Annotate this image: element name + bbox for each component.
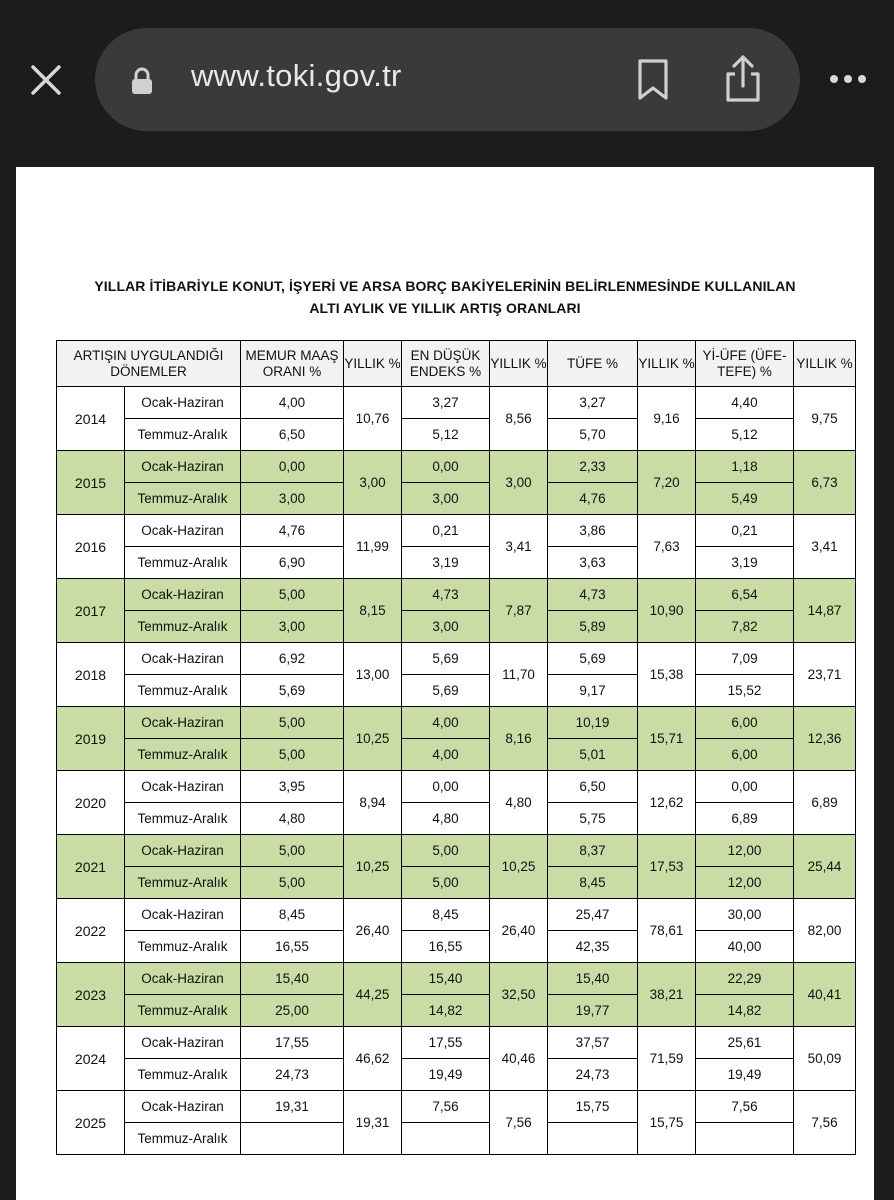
ufe-cell: 7,56 — [696, 1091, 794, 1123]
table-row — [57, 803, 856, 835]
document-page — [16, 167, 874, 1200]
ufe-yearly-cell: 40,41 — [794, 963, 856, 1027]
tufe-yearly-cell: 7,63 — [638, 515, 696, 579]
table-row — [57, 899, 856, 931]
ufe-cell: 30,00 — [696, 899, 794, 931]
memur-cell: 0,00 — [241, 451, 344, 483]
memur-cell: 4,80 — [241, 803, 344, 835]
memur-cell — [241, 1123, 344, 1155]
period-cell: Ocak-Haziran — [125, 515, 241, 547]
ufe-cell: 6,89 — [696, 803, 794, 835]
endeks-cell — [402, 1123, 490, 1155]
endeks-yearly-cell: 3,41 — [490, 515, 548, 579]
endeks-cell: 5,00 — [402, 867, 490, 899]
table-row — [57, 1123, 856, 1155]
tufe-cell: 10,19 — [548, 707, 638, 739]
memur-cell: 6,90 — [241, 547, 344, 579]
tufe-cell: 15,40 — [548, 963, 638, 995]
ufe-cell: 19,49 — [696, 1059, 794, 1091]
tufe-cell: 6,50 — [548, 771, 638, 803]
tufe-yearly-cell: 12,62 — [638, 771, 696, 835]
ufe-yearly-cell: 3,41 — [794, 515, 856, 579]
endeks-yearly-cell: 40,46 — [490, 1027, 548, 1091]
ufe-cell: 22,29 — [696, 963, 794, 995]
memur-cell: 5,00 — [241, 707, 344, 739]
endeks-cell: 17,55 — [402, 1027, 490, 1059]
table-row — [57, 387, 856, 419]
tufe-cell: 9,17 — [548, 675, 638, 707]
period-cell: Ocak-Haziran — [125, 835, 241, 867]
header-yillik-3: YILLIK % — [638, 341, 696, 387]
header-memur: MEMUR MAAŞ ORANI % — [241, 341, 344, 387]
memur-cell: 5,00 — [241, 579, 344, 611]
memur-cell: 3,95 — [241, 771, 344, 803]
table-row — [57, 867, 856, 899]
year-cell: 2018 — [57, 643, 125, 707]
ufe-cell: 5,49 — [696, 483, 794, 515]
memur-yearly-cell: 46,62 — [344, 1027, 402, 1091]
ufe-yearly-cell: 6,89 — [794, 771, 856, 835]
endeks-cell: 4,00 — [402, 739, 490, 771]
close-tab-button[interactable] — [26, 60, 66, 100]
share-icon[interactable] — [723, 54, 763, 104]
memur-yearly-cell: 19,31 — [344, 1091, 402, 1155]
tufe-cell: 3,27 — [548, 387, 638, 419]
period-cell: Temmuz-Aralık — [125, 547, 241, 579]
memur-cell: 15,40 — [241, 963, 344, 995]
year-cell: 2025 — [57, 1091, 125, 1155]
period-cell: Ocak-Haziran — [125, 1027, 241, 1059]
memur-cell: 5,00 — [241, 835, 344, 867]
table-row — [57, 611, 856, 643]
endeks-cell: 7,56 — [402, 1091, 490, 1123]
memur-cell: 25,00 — [241, 995, 344, 1027]
tufe-yearly-cell: 15,75 — [638, 1091, 696, 1155]
memur-cell: 16,55 — [241, 931, 344, 963]
endeks-cell: 3,00 — [402, 611, 490, 643]
ufe-cell: 3,19 — [696, 547, 794, 579]
period-cell: Ocak-Haziran — [125, 451, 241, 483]
endeks-cell: 8,45 — [402, 899, 490, 931]
memur-yearly-cell: 8,94 — [344, 771, 402, 835]
ufe-cell: 12,00 — [696, 835, 794, 867]
endeks-cell: 3,00 — [402, 483, 490, 515]
year-cell: 2014 — [57, 387, 125, 451]
year-cell: 2015 — [57, 451, 125, 515]
endeks-yearly-cell: 10,25 — [490, 835, 548, 899]
table-header-row — [57, 341, 856, 387]
endeks-cell: 3,19 — [402, 547, 490, 579]
period-cell: Ocak-Haziran — [125, 899, 241, 931]
tufe-cell: 5,69 — [548, 643, 638, 675]
ufe-cell: 5,12 — [696, 419, 794, 451]
year-cell: 2022 — [57, 899, 125, 963]
ufe-yearly-cell: 14,87 — [794, 579, 856, 643]
table-row — [57, 579, 856, 611]
address-bar[interactable] — [95, 28, 800, 131]
endeks-yearly-cell: 7,87 — [490, 579, 548, 643]
endeks-cell: 0,21 — [402, 515, 490, 547]
ufe-cell: 12,00 — [696, 867, 794, 899]
table-row — [57, 451, 856, 483]
tufe-cell: 5,70 — [548, 419, 638, 451]
period-cell: Ocak-Haziran — [125, 771, 241, 803]
table-row — [57, 419, 856, 451]
ufe-cell: 40,00 — [696, 931, 794, 963]
endeks-cell: 3,27 — [402, 387, 490, 419]
url-text: www.toki.gov.tr — [191, 58, 402, 93]
tufe-cell: 15,75 — [548, 1091, 638, 1123]
rates-table — [56, 340, 856, 1155]
table-row — [57, 931, 856, 963]
ufe-cell: 7,09 — [696, 643, 794, 675]
ufe-cell: 6,00 — [696, 707, 794, 739]
header-tufe: TÜFE % — [548, 341, 638, 387]
table-row — [57, 771, 856, 803]
memur-cell: 3,00 — [241, 483, 344, 515]
table-row — [57, 995, 856, 1027]
endeks-yearly-cell: 4,80 — [490, 771, 548, 835]
memur-cell: 8,45 — [241, 899, 344, 931]
ufe-cell: 0,00 — [696, 771, 794, 803]
document-title — [16, 275, 874, 319]
tufe-cell: 8,45 — [548, 867, 638, 899]
endeks-yearly-cell: 3,00 — [490, 451, 548, 515]
browser-toolbar — [0, 0, 894, 150]
header-yillik-4: YILLIK % — [794, 341, 856, 387]
ufe-yearly-cell: 7,56 — [794, 1091, 856, 1155]
tufe-yearly-cell: 15,71 — [638, 707, 696, 771]
tufe-cell: 3,86 — [548, 515, 638, 547]
memur-yearly-cell: 13,00 — [344, 643, 402, 707]
tufe-cell: 5,01 — [548, 739, 638, 771]
header-yillik-1: YILLIK % — [344, 341, 402, 387]
endeks-cell: 15,40 — [402, 963, 490, 995]
table-row — [57, 1091, 856, 1123]
memur-cell: 4,76 — [241, 515, 344, 547]
tufe-cell: 4,73 — [548, 579, 638, 611]
memur-cell: 6,92 — [241, 643, 344, 675]
header-period: ARTIŞIN UYGULANDIĞI DÖNEMLER — [57, 341, 241, 387]
period-cell: Temmuz-Aralık — [125, 739, 241, 771]
table-row — [57, 515, 856, 547]
memur-yearly-cell: 44,25 — [344, 963, 402, 1027]
endeks-cell: 4,73 — [402, 579, 490, 611]
memur-yearly-cell: 10,25 — [344, 707, 402, 771]
endeks-cell: 4,80 — [402, 803, 490, 835]
tufe-cell: 2,33 — [548, 451, 638, 483]
ufe-cell: 6,00 — [696, 739, 794, 771]
table-row — [57, 707, 856, 739]
tufe-yearly-cell: 10,90 — [638, 579, 696, 643]
period-cell: Ocak-Haziran — [125, 963, 241, 995]
memur-cell: 17,55 — [241, 1027, 344, 1059]
tufe-yearly-cell: 7,20 — [638, 451, 696, 515]
ufe-yearly-cell: 25,44 — [794, 835, 856, 899]
bookmark-icon[interactable] — [635, 58, 671, 102]
period-cell: Temmuz-Aralık — [125, 1123, 241, 1155]
memur-cell: 19,31 — [241, 1091, 344, 1123]
memur-yearly-cell: 11,99 — [344, 515, 402, 579]
period-cell: Temmuz-Aralık — [125, 675, 241, 707]
memur-yearly-cell: 3,00 — [344, 451, 402, 515]
period-cell: Temmuz-Aralık — [125, 995, 241, 1027]
ufe-cell: 0,21 — [696, 515, 794, 547]
period-cell: Ocak-Haziran — [125, 1091, 241, 1123]
year-cell: 2023 — [57, 963, 125, 1027]
tufe-cell: 8,37 — [548, 835, 638, 867]
period-cell: Temmuz-Aralık — [125, 419, 241, 451]
ufe-yearly-cell: 50,09 — [794, 1027, 856, 1091]
period-cell: Ocak-Haziran — [125, 579, 241, 611]
tufe-cell — [548, 1123, 638, 1155]
ufe-yearly-cell: 82,00 — [794, 899, 856, 963]
ufe-cell: 1,18 — [696, 451, 794, 483]
memur-yearly-cell: 26,40 — [344, 899, 402, 963]
title-line-1: YILLAR İTİBARİYLE KONUT, İŞYERİ VE ARSA BORÇ BAKİYELERİNİN BELİRLENMESİNDE KULLANILAN — [94, 278, 796, 294]
tufe-yearly-cell: 17,53 — [638, 835, 696, 899]
tufe-yearly-cell: 71,59 — [638, 1027, 696, 1091]
ufe-cell: 25,61 — [696, 1027, 794, 1059]
year-cell: 2016 — [57, 515, 125, 579]
period-cell: Temmuz-Aralık — [125, 867, 241, 899]
endeks-cell: 14,82 — [402, 995, 490, 1027]
endeks-cell: 0,00 — [402, 451, 490, 483]
header-ufe: Yİ-ÜFE (ÜFE-TEFE) % — [696, 341, 794, 387]
year-cell: 2021 — [57, 835, 125, 899]
tufe-cell: 42,35 — [548, 931, 638, 963]
endeks-cell: 16,55 — [402, 931, 490, 963]
ufe-cell — [696, 1123, 794, 1155]
memur-cell: 6,50 — [241, 419, 344, 451]
table-row — [57, 675, 856, 707]
ufe-yearly-cell: 12,36 — [794, 707, 856, 771]
tufe-yearly-cell: 9,16 — [638, 387, 696, 451]
endeks-cell: 4,00 — [402, 707, 490, 739]
header-endeks: EN DÜŞÜK ENDEKS % — [402, 341, 490, 387]
memur-yearly-cell: 10,76 — [344, 387, 402, 451]
table-row — [57, 1027, 856, 1059]
tufe-yearly-cell: 38,21 — [638, 963, 696, 1027]
memur-cell: 5,00 — [241, 867, 344, 899]
memur-cell: 3,00 — [241, 611, 344, 643]
period-cell: Temmuz-Aralık — [125, 483, 241, 515]
table-body — [57, 387, 856, 1155]
period-cell: Temmuz-Aralık — [125, 1059, 241, 1091]
lock-icon — [129, 66, 155, 96]
tufe-cell: 19,77 — [548, 995, 638, 1027]
year-cell: 2024 — [57, 1027, 125, 1091]
more-options-icon[interactable] — [828, 64, 868, 94]
memur-cell: 5,69 — [241, 675, 344, 707]
header-yillik-2: YILLIK % — [490, 341, 548, 387]
period-cell: Temmuz-Aralık — [125, 803, 241, 835]
tufe-cell: 3,63 — [548, 547, 638, 579]
ufe-cell: 15,52 — [696, 675, 794, 707]
endeks-cell: 19,49 — [402, 1059, 490, 1091]
memur-cell: 4,00 — [241, 387, 344, 419]
tufe-cell: 37,57 — [548, 1027, 638, 1059]
memur-yearly-cell: 10,25 — [344, 835, 402, 899]
ufe-yearly-cell: 6,73 — [794, 451, 856, 515]
table-row — [57, 547, 856, 579]
tufe-cell: 5,75 — [548, 803, 638, 835]
endeks-yearly-cell: 8,16 — [490, 707, 548, 771]
year-cell: 2020 — [57, 771, 125, 835]
memur-cell: 5,00 — [241, 739, 344, 771]
table-row — [57, 963, 856, 995]
ufe-cell: 6,54 — [696, 579, 794, 611]
tufe-yearly-cell: 15,38 — [638, 643, 696, 707]
year-cell: 2019 — [57, 707, 125, 771]
ufe-cell: 7,82 — [696, 611, 794, 643]
endeks-cell: 5,69 — [402, 675, 490, 707]
tufe-cell: 24,73 — [548, 1059, 638, 1091]
tufe-cell: 25,47 — [548, 899, 638, 931]
year-cell: 2017 — [57, 579, 125, 643]
close-icon — [29, 63, 63, 97]
endeks-cell: 5,00 — [402, 835, 490, 867]
period-cell: Ocak-Haziran — [125, 707, 241, 739]
tufe-yearly-cell: 78,61 — [638, 899, 696, 963]
memur-yearly-cell: 8,15 — [344, 579, 402, 643]
endeks-yearly-cell: 32,50 — [490, 963, 548, 1027]
tufe-cell: 5,89 — [548, 611, 638, 643]
ufe-cell: 14,82 — [696, 995, 794, 1027]
endeks-yearly-cell: 11,70 — [490, 643, 548, 707]
table-row — [57, 643, 856, 675]
memur-cell: 24,73 — [241, 1059, 344, 1091]
ufe-cell: 4,40 — [696, 387, 794, 419]
period-cell: Temmuz-Aralık — [125, 611, 241, 643]
ufe-yearly-cell: 23,71 — [794, 643, 856, 707]
title-line-2: ALTI AYLIK VE YILLIK ARTIŞ ORANLARI — [309, 300, 581, 316]
table-row — [57, 835, 856, 867]
tufe-cell: 4,76 — [548, 483, 638, 515]
endeks-cell: 5,12 — [402, 419, 490, 451]
ufe-yearly-cell: 9,75 — [794, 387, 856, 451]
endeks-yearly-cell: 7,56 — [490, 1091, 548, 1155]
period-cell: Temmuz-Aralık — [125, 931, 241, 963]
table-row — [57, 483, 856, 515]
table-row — [57, 739, 856, 771]
endeks-yearly-cell: 8,56 — [490, 387, 548, 451]
table-row — [57, 1059, 856, 1091]
endeks-cell: 5,69 — [402, 643, 490, 675]
endeks-yearly-cell: 26,40 — [490, 899, 548, 963]
period-cell: Ocak-Haziran — [125, 387, 241, 419]
period-cell: Ocak-Haziran — [125, 643, 241, 675]
endeks-cell: 0,00 — [402, 771, 490, 803]
